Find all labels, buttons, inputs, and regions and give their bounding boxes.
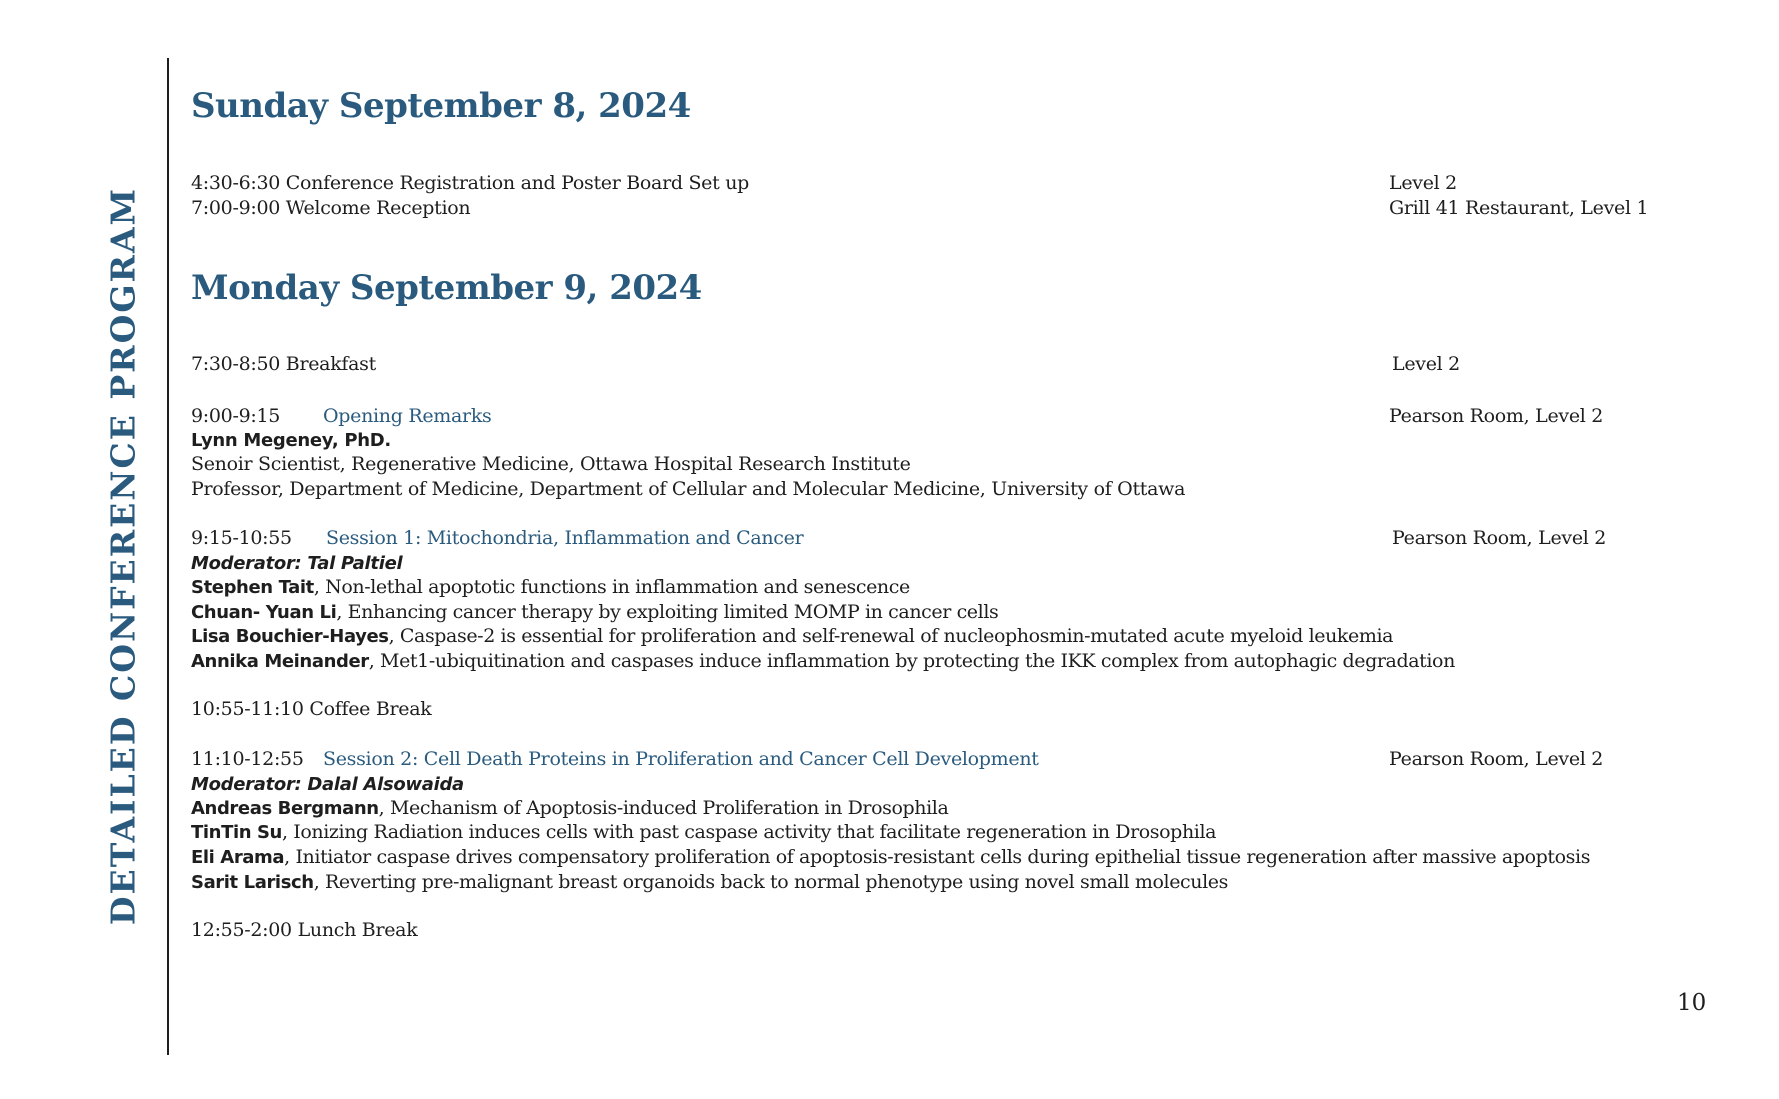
speaker-name: TinTin Su: [191, 822, 282, 843]
speaker-name: Andreas Bergmann: [191, 798, 379, 819]
schedule-item-location: Level 2: [1389, 172, 1457, 194]
speaker-name: Chuan- Yuan Li: [191, 602, 337, 623]
schedule-item: 7:00-9:00 Welcome Reception: [191, 197, 471, 219]
talk-row: [191, 870, 1228, 895]
talk-title: , Ionizing Radiation induces cells with past caspase activity that facilitate regeneration in Drosophila: [281, 821, 1217, 843]
talk-title: , Enhancing cancer therapy by exploiting limited MOMP in cancer cells: [336, 601, 999, 623]
speaker-name: Eli Arama: [191, 847, 285, 868]
talk-row: [191, 600, 998, 625]
sidebar-title: DETAILED CONFERENCE PROGRAM: [103, 186, 143, 926]
schedule-item-coffee: 10:55-11:10 Coffee Break: [191, 698, 432, 720]
page-number: 10: [1677, 990, 1707, 1016]
day-heading-sunday: Sunday September 8, 2024: [191, 86, 691, 126]
speaker-name: Lynn Megeney, PhD.: [191, 430, 391, 451]
talk-row: [191, 845, 1590, 870]
talk-row: [191, 649, 1455, 674]
speaker-name: Stephen Tait: [191, 577, 314, 598]
session-location: Pearson Room, Level 2: [1392, 527, 1607, 549]
talk-row: [191, 624, 1393, 649]
talk-title: , Initiator caspase drives compensatory proliferation of apoptosis-resistant cells during epithelial tissue regeneration after massive apoptosis: [284, 846, 1591, 868]
talk-row: [191, 820, 1216, 845]
session-moderator: Moderator: Dalal Alsowaida: [191, 774, 464, 795]
session-time: 9:15-10:55: [191, 527, 292, 549]
speaker-affiliation: Professor, Department of Medicine, Department of Cellular and Molecular Medicine, University of Ottawa: [191, 478, 1186, 500]
talk-row: [191, 796, 948, 821]
schedule-item-location: Level 2: [1392, 353, 1460, 375]
talk-title: , Caspase-2 is essential for proliferation and self-renewal of nucleophosmin-mutated acute myeloid leukemia: [388, 625, 1394, 647]
session-title-1: Session 1: Mitochondria, Inflammation and Cancer: [326, 527, 804, 549]
session-time: 9:00-9:15: [191, 405, 281, 427]
talk-title: , Mechanism of Apoptosis-induced Proliferation in Drosophila: [378, 797, 949, 819]
schedule-item-location: Grill 41 Restaurant, Level 1: [1389, 197, 1649, 219]
session-moderator: Moderator: Tal Paltiel: [191, 553, 403, 574]
talk-row: [191, 575, 910, 600]
speaker-name: Sarit Larisch: [191, 872, 314, 893]
day-heading-monday: Monday September 9, 2024: [191, 268, 702, 308]
session-title-2: Session 2: Cell Death Proteins in Proliferation and Cancer Cell Development: [323, 748, 1039, 770]
schedule-item: 4:30-6:30 Conference Registration and Poster Board Set up: [191, 172, 750, 194]
session-location: Pearson Room, Level 2: [1389, 748, 1604, 770]
talk-title: , Met1-ubiquitination and caspases induce inflammation by protecting the IKK complex from autophagic degradation: [368, 650, 1455, 672]
session-location: Pearson Room, Level 2: [1389, 405, 1604, 427]
session-title-opening: Opening Remarks: [323, 405, 492, 427]
talk-title: , Non-lethal apoptotic functions in inflammation and senescence: [313, 576, 910, 598]
schedule-item-breakfast: 7:30-8:50 Breakfast: [191, 353, 376, 375]
speaker-name: Lisa Bouchier-Hayes: [191, 626, 389, 647]
talk-title: , Reverting pre-malignant breast organoids back to normal phenotype using novel small molecules: [313, 871, 1228, 893]
vertical-divider: [167, 58, 169, 1055]
schedule-item-lunch: 12:55-2:00 Lunch Break: [191, 919, 418, 941]
speaker-name: Annika Meinander: [191, 651, 369, 672]
speaker-affiliation: Senoir Scientist, Regenerative Medicine, Ottawa Hospital Research Institute: [191, 453, 911, 475]
session-time: 11:10-12:55: [191, 748, 304, 770]
